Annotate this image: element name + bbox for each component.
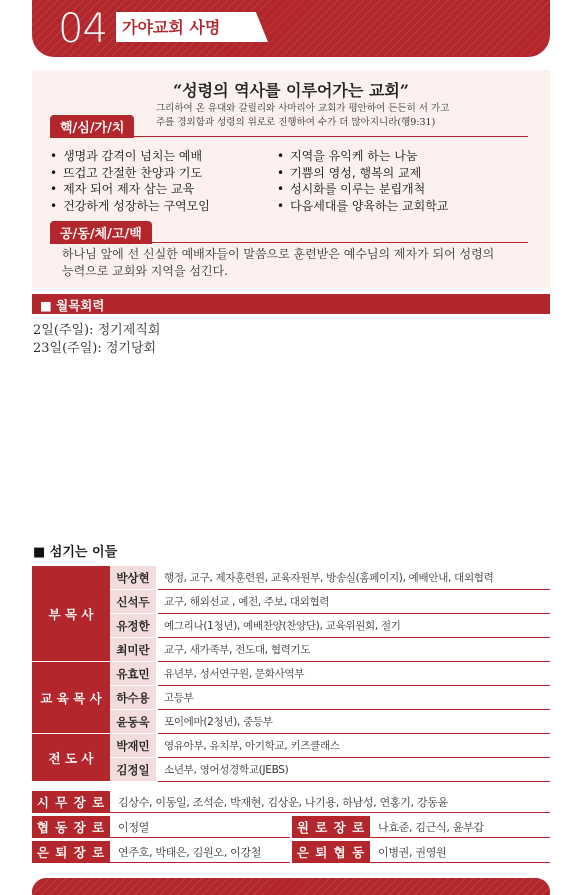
schedule-item: 2일(주일): 정기제직회	[33, 323, 161, 338]
staff-name: 박재민	[110, 734, 158, 758]
staff-duty: 예그리나(1청년), 예배찬양(찬양단), 교육위원회, 절기	[158, 614, 550, 638]
core-value-item: • 뜨겁고 간절한 찬양과 기도	[50, 165, 210, 182]
retired-coop-value: 이병권, 권영원	[370, 841, 550, 863]
retired-elders-row	[32, 841, 550, 863]
section-title: 가야교회 사명	[122, 18, 221, 37]
staff-duty: 행정, 교구, 제자훈련원, 교육자원부, 방송실(홈페이지), 예배안내, 대외협력	[158, 566, 550, 590]
staff-name: 유효민	[110, 662, 158, 686]
confession-line: 능력으로 교회와 지역을 섬긴다.	[62, 264, 228, 278]
coop-elder-value: 이정열	[110, 816, 290, 838]
staff-name: 신석두	[110, 590, 158, 614]
staff-group-associate-pastors	[32, 566, 550, 662]
staff-row	[110, 686, 550, 710]
retired-coop-label: 은 퇴 협 동	[292, 841, 370, 863]
staff-row	[110, 662, 550, 686]
staff-name: 최미란	[110, 638, 158, 662]
section-header	[32, 0, 550, 57]
core-value-item: • 건강하게 성장하는 구역모임	[50, 198, 210, 215]
staff-row	[110, 590, 550, 614]
mission-panel	[32, 70, 550, 288]
staff-duty: 교구, 새가족부, 전도대, 협력기도	[158, 638, 550, 662]
staff-duty: 유년부, 성서연구원, 문화사역부	[158, 662, 550, 686]
schedule-item: 23일(주일): 정기당회	[33, 341, 157, 356]
elders-value: 김상수, 이동일, 조석순, 박재현, 김상운, 나기용, 하남성, 연홍기, 강동윤	[110, 791, 550, 813]
verse-line: 그리하여 온 유대와 갈릴리와 사마리아 교회가 평안하여 든든히 서 가고	[156, 103, 450, 114]
coop-senior-elders-row	[32, 816, 550, 838]
staff-duty: 교구, 해외선교 , 예전, 주보, 대외협력	[158, 590, 550, 614]
core-value-item: • 제자 되어 제자 삼는 교육	[50, 181, 210, 198]
senior-elder-value: 나효준, 김근식, 윤부갑	[370, 816, 550, 838]
community-confession	[62, 246, 542, 280]
staff-group-education-pastors	[32, 662, 550, 734]
staff-row	[110, 566, 550, 590]
staff-row	[110, 710, 550, 734]
core-values-label: 핵/심/가/치	[50, 115, 134, 138]
core-values-right	[277, 148, 448, 214]
bible-verse	[156, 102, 449, 130]
core-value-item: • 지역을 유익케 하는 나눔	[277, 148, 448, 165]
staff-name: 유정한	[110, 614, 158, 638]
staff-row	[110, 734, 550, 758]
staff-duty: 소년부, 영어성경학교(JEBS)	[158, 758, 550, 782]
staff-name: 하수용	[110, 686, 158, 710]
core-values-divider	[50, 136, 528, 137]
staff-name: 박상현	[110, 566, 158, 590]
monthly-schedule	[33, 322, 160, 358]
core-value-item: • 기쁨의 영성, 행복의 교제	[277, 165, 448, 182]
staff-name: 김정일	[110, 758, 158, 782]
monthly-schedule-bar: ■ 월목회력	[32, 294, 550, 314]
staff-group-evangelists	[32, 734, 550, 782]
retired-elder-value: 연주호, 박태은, 김원오, 이강철	[110, 841, 290, 863]
group-label: 전 도 사	[32, 734, 110, 782]
coop-elder-label: 협 동 장 로	[32, 816, 110, 838]
staff-row	[110, 614, 550, 638]
motto: “성령의 역사를 이루어가는 교회”	[172, 81, 410, 100]
core-values-left	[50, 148, 210, 214]
confession-line: 하나님 앞에 선 신실한 예배자들이 말씀으로 훈련받은 예수님의 제자가 되어 성령의	[62, 247, 495, 261]
core-value-item: • 성시화를 이루는 분립개척	[277, 181, 448, 198]
verse-line: 주를 경외함과 성령의 위로로 진행하여 수가 더 많아지니라(행9:31)	[156, 117, 436, 128]
senior-elder-label: 원 로 장 로	[292, 816, 370, 838]
staff-duty: 포이에마(2청년), 중등부	[158, 710, 550, 734]
staff-duty: 영유아부, 유치부, 아기학교, 키즈클래스	[158, 734, 550, 758]
staff-table	[32, 566, 550, 782]
retired-elder-label: 은 퇴 장 로	[32, 841, 110, 863]
staff-name: 윤동욱	[110, 710, 158, 734]
servants-title: ■ 섬기는 이들	[33, 545, 118, 560]
footer-band	[32, 878, 550, 895]
elders-row	[32, 791, 550, 813]
elders-label: 시 무 장 로	[32, 791, 110, 813]
group-label: 교 육 목 사	[32, 662, 110, 734]
community-label: 공/동/체/고/백	[50, 221, 152, 244]
section-number: 04	[58, 6, 107, 52]
community-divider	[50, 242, 528, 243]
core-value-item: • 생명과 감격이 넘치는 예배	[50, 148, 210, 165]
core-value-item: • 다음세대를 양육하는 교회학교	[277, 198, 448, 215]
staff-duty: 고등부	[158, 686, 550, 710]
staff-row	[110, 758, 550, 782]
staff-row	[110, 638, 550, 662]
group-label: 부 목 사	[32, 566, 110, 662]
